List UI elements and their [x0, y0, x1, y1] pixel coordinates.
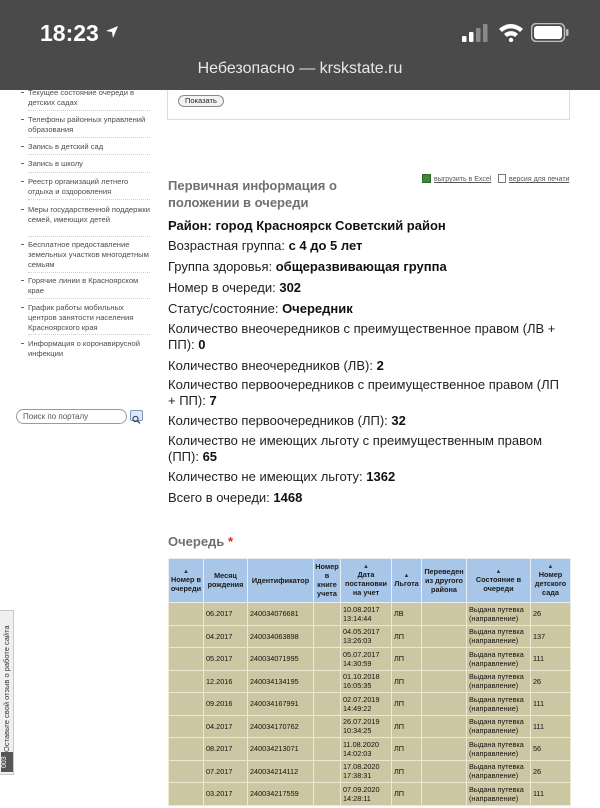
- table-cell: 26: [531, 603, 571, 626]
- table-row: [169, 715, 571, 738]
- column-header-label: Месяц рождения: [207, 571, 244, 589]
- info-lv-count: [168, 358, 568, 374]
- table-cell: [422, 738, 467, 761]
- column-header-label: Номер детского сада: [534, 570, 567, 597]
- divider: [28, 236, 150, 237]
- divider: [28, 334, 150, 335]
- table-cell: 01.10.2018 16:05:35: [341, 670, 392, 693]
- table-header-row: [169, 559, 571, 603]
- table-cell: 111: [531, 715, 571, 738]
- search-button[interactable]: [130, 410, 143, 421]
- info-health-group: [168, 259, 568, 275]
- table-cell: [169, 603, 204, 626]
- table-cell: ЛП: [392, 783, 422, 806]
- column-header[interactable]: [341, 559, 392, 603]
- show-button[interactable]: Показать: [178, 95, 224, 107]
- address-bar[interactable]: Небезопасно — krskstate.ru: [197, 60, 403, 77]
- table-cell: Выдана путевка (направление): [467, 603, 531, 626]
- info-value: 65: [202, 449, 218, 464]
- search-icon: [131, 415, 142, 424]
- table-cell: 05.07.2017 14:30:59: [341, 648, 392, 671]
- table-cell: 03.2017: [204, 783, 248, 806]
- column-header[interactable]: [467, 559, 531, 603]
- column-header-label: Состояние в очереди: [475, 574, 522, 593]
- info-value: Очередник: [282, 301, 353, 316]
- info-value: 2: [376, 358, 384, 373]
- table-cell: Выдана путевка (направление): [467, 625, 531, 648]
- table-cell: Выдана путевка (направление): [467, 760, 531, 783]
- info-label: Группа здоровья:: [168, 259, 276, 274]
- table-cell: 11.08.2020 14:02:03: [341, 738, 392, 761]
- column-header[interactable]: [531, 559, 571, 603]
- filter-panel: [167, 90, 570, 120]
- info-district: [168, 218, 568, 234]
- table-cell: ЛП: [392, 648, 422, 671]
- info-lp-count: [168, 413, 568, 429]
- table-cell: ЛП: [392, 738, 422, 761]
- info-label: Всего в очереди:: [168, 490, 274, 505]
- table-cell: [314, 693, 341, 716]
- print-version-link[interactable]: [498, 174, 569, 183]
- table-cell: Выдана путевка (направление): [467, 693, 531, 716]
- table-cell: Выдана путевка (направление): [467, 670, 531, 693]
- table-cell: 06.2017: [204, 603, 248, 626]
- table-cell: ЛП: [392, 760, 422, 783]
- browser-top-bar: [0, 0, 600, 90]
- table-cell: Выдана путевка (направление): [467, 648, 531, 671]
- excel-export-link[interactable]: [422, 174, 491, 183]
- divider: [28, 199, 150, 200]
- table-cell: [314, 715, 341, 738]
- excel-link-label: выгрузить в Excel: [434, 176, 492, 183]
- queue-title: [168, 534, 233, 549]
- table-cell: Выдана путевка (направление): [467, 738, 531, 761]
- info-label: Количество первоочередников (ЛП):: [168, 413, 392, 428]
- table-row: [169, 738, 571, 761]
- table-cell: 111: [531, 783, 571, 806]
- info-value: город Красноярск Советский район: [215, 218, 446, 233]
- sort-arrow-icon[interactable]: ▲: [183, 568, 189, 575]
- table-cell: 04.2017: [204, 715, 248, 738]
- sidebar-item-family-support[interactable]: Меры государственной поддержки семей, имеющих детей: [28, 205, 151, 224]
- info-value: общеразвивающая группа: [275, 259, 447, 274]
- sidebar-item-kindergarten[interactable]: Запись в детский сад: [28, 142, 150, 152]
- table-cell: 240034217559: [248, 783, 314, 806]
- column-header: [204, 559, 248, 603]
- divider: [28, 154, 150, 155]
- section-title: Первичная информация о положении в очереди: [168, 178, 337, 210]
- table-cell: [169, 760, 204, 783]
- feedback-label[interactable]: Оставьте свой отзыв о работе сайта: [2, 625, 11, 752]
- info-total: [168, 490, 568, 506]
- info-label: Возрастная группа:: [168, 238, 289, 253]
- table-cell: 17.08.2020 17:38:31: [341, 760, 392, 783]
- table-cell: [314, 670, 341, 693]
- feedback-badge: 003: [1, 752, 13, 772]
- column-header-label: Льгота: [394, 579, 419, 588]
- sort-arrow-icon[interactable]: ▲: [403, 573, 410, 579]
- table-cell: ЛП: [392, 715, 422, 738]
- table-cell: [422, 603, 467, 626]
- sidebar-item-school[interactable]: Запись в школу: [28, 159, 150, 169]
- table-cell: [422, 648, 467, 671]
- table-cell: ЛП: [392, 625, 422, 648]
- divider: [28, 172, 150, 173]
- table-cell: [169, 738, 204, 761]
- info-lp-pp-count: [168, 377, 568, 409]
- table-cell: 07.2017: [204, 760, 248, 783]
- column-header-label: Идентификатор: [251, 575, 310, 585]
- table-cell: [314, 625, 341, 648]
- table-cell: 111: [531, 648, 571, 671]
- info-label: Количество внеочередников с преимущественное правом (ЛВ + ПП):: [168, 321, 556, 352]
- table-cell: [422, 715, 467, 738]
- info-label: Количество первоочередников с преимущественное правом (ЛП + ПП):: [168, 377, 559, 408]
- divider: [28, 272, 150, 273]
- column-header-label: Номер в книге учета: [315, 562, 339, 598]
- table-row: [169, 783, 571, 806]
- table-cell: 04.05.2017 13:26:03: [341, 625, 392, 648]
- table-cell: 26.07.2019 10:34:25: [341, 715, 392, 738]
- table-cell: [314, 783, 341, 806]
- sort-arrow-icon[interactable]: ▲: [363, 564, 369, 570]
- table-cell: [169, 648, 204, 671]
- table-cell: [422, 670, 467, 693]
- sidebar-item-land-plots[interactable]: Бесплатное предоставление земельных участков многодетным семьям: [28, 240, 149, 269]
- column-header-label: Дата постановки на учет: [345, 570, 387, 597]
- table-cell: ЛП: [392, 670, 422, 693]
- battery-icon: [531, 23, 569, 42]
- sidebar-item-summer-registry[interactable]: Реестр организаций летнего отдыха и оздоровления: [28, 177, 150, 197]
- table-cell: 04.2017: [204, 625, 248, 648]
- info-no-benefit-count: [168, 469, 568, 485]
- print-link-label: версия для печати: [509, 176, 570, 183]
- print-icon: [498, 174, 506, 183]
- divider: [28, 110, 150, 111]
- sort-arrow-icon[interactable]: ▲: [495, 568, 502, 575]
- column-header: [314, 559, 341, 603]
- table-cell: [314, 760, 341, 783]
- table-body: [169, 603, 571, 806]
- table-row: [169, 760, 571, 783]
- info-lv-pp-count: [168, 321, 568, 353]
- sidebar-item-queue-state[interactable]: Текущее состояние очереди в детских садах: [28, 88, 150, 108]
- search-input[interactable]: Поиск по порталу: [16, 409, 127, 424]
- table-cell: 07.09.2020 14:28:11: [341, 783, 392, 806]
- table-cell: 240034071995: [248, 648, 314, 671]
- table-cell: ЛВ: [392, 603, 422, 626]
- table-cell: 240034214112: [248, 760, 314, 783]
- divider: [28, 137, 150, 138]
- table-cell: 137: [531, 625, 571, 648]
- sort-arrow-icon[interactable]: ▲: [547, 564, 554, 570]
- table-cell: 08.2017: [204, 738, 248, 761]
- info-label: Статус/состояние:: [168, 301, 283, 316]
- table-cell: [314, 738, 341, 761]
- divider: [28, 298, 150, 299]
- table-cell: Выдана путевка (направление): [467, 783, 531, 806]
- queue-title-text: Очередь: [168, 534, 225, 549]
- sidebar-item-employment-centers[interactable]: График работы мобильных центров занятости населения Красноярского края: [28, 303, 150, 333]
- table-row: [169, 670, 571, 693]
- table-cell: Выдана путевка (направление): [467, 715, 531, 738]
- info-value: 32: [391, 413, 406, 428]
- column-header-label: Переведен из другого района: [424, 566, 464, 594]
- table-cell: 02.07.2019 14:49:22: [341, 693, 392, 716]
- table-row: [169, 625, 571, 648]
- status-time: [40, 18, 119, 47]
- clock: 18:23: [40, 20, 99, 46]
- table-cell: ЛП: [392, 693, 422, 716]
- cellular-signal-icon: [462, 24, 490, 42]
- table-cell: 05.2017: [204, 648, 248, 671]
- table-cell: [314, 603, 341, 626]
- info-value: 0: [198, 337, 206, 352]
- column-header: [422, 559, 467, 603]
- info-value: 302: [279, 280, 302, 295]
- table-cell: 240034167991: [248, 693, 314, 716]
- column-header[interactable]: [169, 559, 204, 603]
- info-value: 1362: [366, 469, 396, 484]
- table-row: [169, 648, 571, 671]
- table-cell: 240034170762: [248, 715, 314, 738]
- table-cell: [169, 693, 204, 716]
- column-header[interactable]: [392, 559, 422, 603]
- table-cell: [169, 715, 204, 738]
- table-cell: 240034076681: [248, 603, 314, 626]
- table-cell: 26: [531, 670, 571, 693]
- table-cell: [169, 625, 204, 648]
- sidebar-item-coronavirus[interactable]: Информация о коронавирусной инфекции: [28, 339, 150, 359]
- info-label: Количество не имеющих льготу:: [168, 469, 367, 484]
- table-cell: 56: [531, 738, 571, 761]
- table-cell: 12.2016: [204, 670, 248, 693]
- info-label: Количество внеочередников (ЛВ):: [168, 358, 377, 373]
- required-star: *: [227, 534, 233, 549]
- table-cell: 26: [531, 760, 571, 783]
- sidebar-item-hotlines[interactable]: Горячие линии в Красноярском крае: [28, 276, 150, 296]
- table-cell: [169, 670, 204, 693]
- sidebar-item-phones[interactable]: Телефоны районных управлений образования: [28, 115, 150, 135]
- info-label: Район:: [168, 218, 216, 233]
- location-arrow-icon: [105, 18, 119, 45]
- queue-table: [168, 558, 571, 806]
- table-cell: 111: [531, 693, 571, 716]
- excel-icon: [422, 174, 431, 183]
- table-cell: 10.08.2017 13:14:44: [341, 603, 392, 626]
- table-cell: [422, 783, 467, 806]
- table-cell: [314, 648, 341, 671]
- info-age-group: [168, 238, 568, 254]
- table-cell: 240034213071: [248, 738, 314, 761]
- info-label: Номер в очереди:: [168, 280, 280, 295]
- info-queue-number: [168, 280, 568, 296]
- info-pp-count: [168, 433, 568, 465]
- info-value: 7: [209, 393, 217, 408]
- table-cell: [422, 693, 467, 716]
- table-cell: 09.2016: [204, 693, 248, 716]
- table-cell: [169, 783, 204, 806]
- table-row: [169, 603, 571, 626]
- table-cell: 240034063898: [248, 625, 314, 648]
- table-cell: [422, 625, 467, 648]
- info-value: 1468: [273, 490, 303, 505]
- table-cell: [422, 760, 467, 783]
- info-value: с 4 до 5 лет: [288, 238, 363, 253]
- table-cell: 240034134195: [248, 670, 314, 693]
- table-row: [169, 693, 571, 716]
- column-header: [248, 559, 314, 603]
- info-status: [168, 301, 568, 317]
- column-header-label: Номер в очереди: [170, 574, 202, 593]
- wifi-icon: [498, 22, 524, 42]
- info-label: Количество не имеющих льготу с преимущественным правом (ПП):: [168, 433, 543, 464]
